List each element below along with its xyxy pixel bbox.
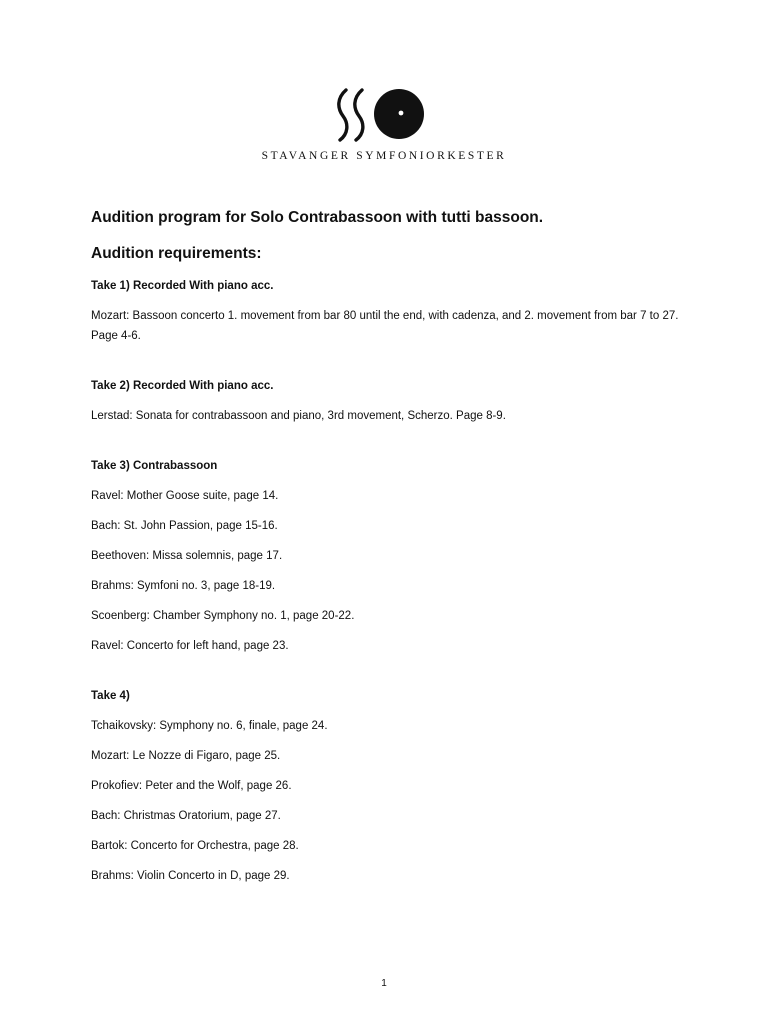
take-heading: Take 2) Recorded With piano acc.: [91, 380, 274, 392]
repertoire-item: Scoenberg: Chamber Symphony no. 1, page 20-22.: [91, 610, 355, 622]
orchestra-name: STAVANGER SYMFONIORKESTER: [261, 150, 507, 162]
repertoire-item: Tchaikovsky: Symphony no. 6, finale, page 24.: [91, 720, 328, 732]
repertoire-item: Lerstad: Sonata for contrabassoon and piano, 3rd movement, Scherzo. Page 8-9.: [91, 410, 506, 422]
repertoire-item: Ravel: Mother Goose suite, page 14.: [91, 490, 279, 502]
repertoire-item: Bartok: Concerto for Orchestra, page 28.: [91, 840, 299, 852]
repertoire-item: Mozart: Le Nozze di Figaro, page 25.: [91, 750, 281, 762]
page-number: 1: [381, 978, 387, 989]
take-4: [91, 686, 681, 886]
requirements-heading: Audition requirements:: [91, 245, 262, 262]
repertoire-item: Beethoven: Missa solemnis, page 17.: [91, 550, 283, 562]
document-body: [91, 206, 681, 896]
takes-list: [91, 276, 681, 886]
take-heading: Take 1) Recorded With piano acc.: [91, 280, 274, 292]
repertoire-item: Prokofiev: Peter and the Wolf, page 26.: [91, 780, 292, 792]
repertoire-item: Brahms: Violin Concerto in D, page 29.: [91, 870, 290, 882]
repertoire-item: Brahms: Symfoni no. 3, page 18-19.: [91, 580, 276, 592]
take-3: [91, 456, 681, 656]
repertoire-item: Bach: Christmas Oratorium, page 27.: [91, 810, 281, 822]
repertoire-item: Bach: St. John Passion, page 15-16.: [91, 520, 278, 532]
repertoire-item: Mozart: Bassoon concerto 1. movement from bar 80 until the end, with cadenza, and 2. movement from bar 7 to 27. Page 4-6.: [91, 310, 679, 342]
sso-logo: [336, 86, 428, 142]
document-title: Audition program for Solo Contrabassoon with tutti bassoon.: [91, 209, 544, 226]
repertoire-item: Ravel: Concerto for left hand, page 23.: [91, 640, 289, 652]
take-heading: Take 4): [91, 690, 130, 702]
take-1: [91, 276, 681, 346]
take-heading: Take 3) Contrabassoon: [91, 460, 218, 472]
take-2: [91, 376, 681, 426]
